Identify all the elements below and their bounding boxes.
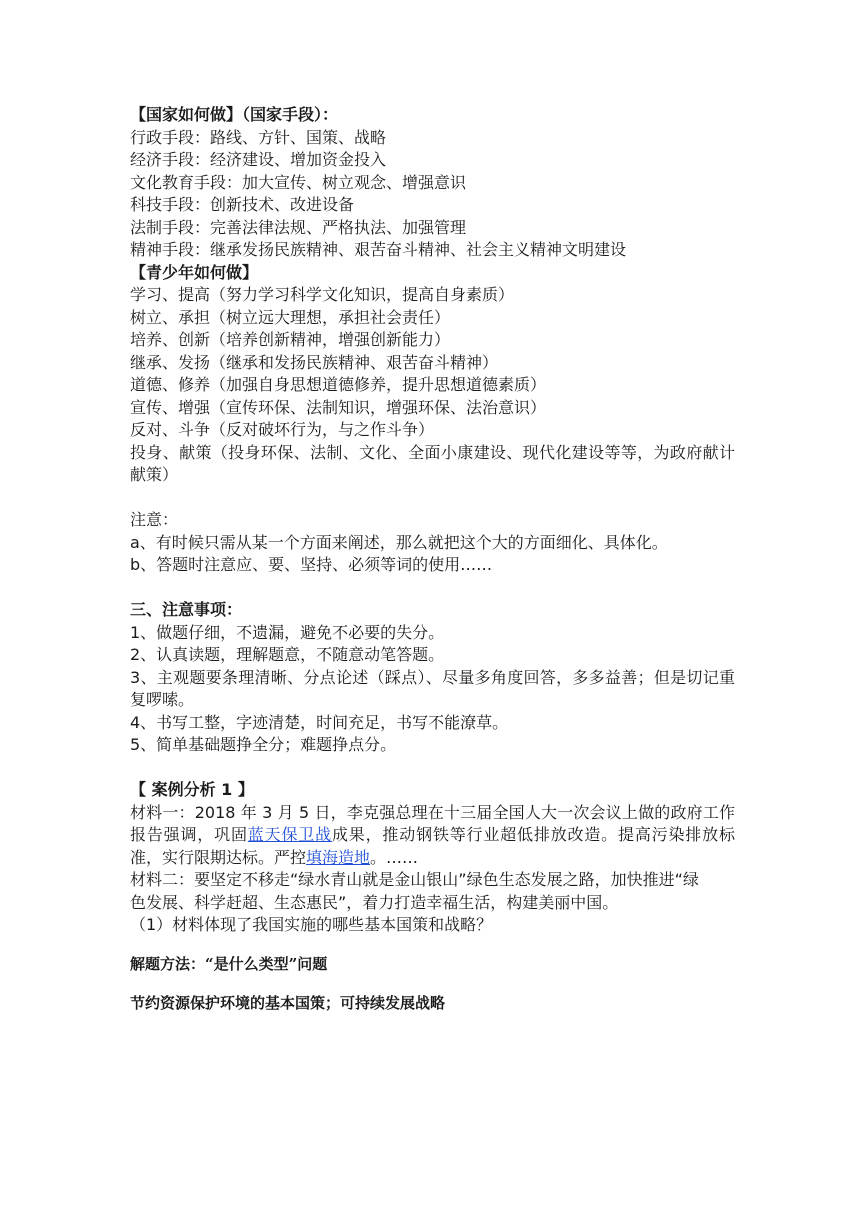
material-one — [130, 802, 735, 870]
attention-item: 5、简单基础题挣全分；难题挣点分。 — [130, 735, 397, 754]
material-one-text: 。…… — [370, 847, 419, 867]
spacer — [130, 487, 735, 510]
country-item: 法制手段：完善法律法规、严格执法、加强管理 — [130, 217, 467, 237]
country-heading — [130, 104, 735, 127]
country-item: 行政手段：路线、方针、国策、战略 — [130, 127, 387, 147]
note-item-a: a、有时候只需从某一个方面来阐述，那么就把这个大的方面细化、具体化。 — [130, 532, 668, 552]
solution-answer: 节约资源保护环境的基本国策；可持续发展战略 — [130, 993, 446, 1012]
youth-item: 树立、承担（树立远大理想，承担社会责任） — [130, 307, 451, 327]
youth-item: 道德、修养（加强自身思想道德修养，提升思想道德素质） — [130, 375, 547, 394]
country-item: 精神手段：继承发扬民族精神、艰苦奋斗精神、社会主义精神文明建设 — [130, 240, 627, 259]
blue-sky-link[interactable]: 蓝天保卫战 — [247, 825, 332, 844]
country-item: 文化教育手段：加大宣传、树立观念、增强意识 — [130, 172, 467, 192]
note-heading: 注意： — [130, 510, 179, 529]
spacer — [130, 757, 735, 780]
country-heading-main: 【国家如何做】 — [130, 105, 243, 124]
attention-item: 4、书写工整，字迹清楚，时间充足，书写不能潦草。 — [130, 712, 509, 732]
youth-item: 投身、献策（投身环保、法制、文化、全面小康建设、现代化建设等等，为政府献计献策） — [130, 442, 735, 484]
youth-heading: 【青少年如何做】 — [130, 262, 259, 282]
youth-item: 学习、提高（努力学习科学文化知识，提高自身素质） — [130, 285, 515, 304]
country-heading-sub: （国家手段）： — [242, 105, 339, 124]
material-one-text: 成果，推动钢铁等行业超低排放改造。提高污染排放标准，实行限期达标。严控 — [130, 825, 735, 867]
attention-item: 3、主观题要条理清晰、分点论述（踩点）、尽量多角度回答，多多益善；但是切记重复啰嗦。 — [130, 667, 735, 709]
youth-item: 培养、创新（培养创新精神，增强创新能力） — [130, 330, 451, 349]
case-heading: 【 案例分析 1 】 — [130, 780, 254, 799]
material-one-text: 材料一：2018 年 3 月 5 日，李克强总理在十三届全国人大一次会议上做的政府工作报告强调，巩固 — [130, 802, 735, 844]
document-page — [130, 104, 735, 1030]
material-two-line: 材料二：要坚定不移走“绿水青山就是金山银山”绿色生态发展之路，加快推进“绿 — [130, 870, 699, 889]
note-item-b: b、答题时注意应、要、坚持、必须等词的使用…… — [130, 555, 493, 574]
country-item: 经济手段：经济建设、增加资金投入 — [130, 150, 387, 169]
youth-item: 继承、发扬（继承和发扬民族精神、艰苦奋斗精神） — [130, 352, 499, 372]
youth-item: 反对、斗争（反对破坏行为，与之作斗争） — [130, 420, 435, 439]
attention-heading: 三、注意事项： — [130, 600, 243, 619]
attention-item: 1、做题仔细，不遗漏，避免不必要的失分。 — [130, 622, 445, 642]
country-item: 科技手段：创新技术、改进设备 — [130, 195, 355, 214]
attention-item: 2、认真读题，理解题意，不随意动笔答题。 — [130, 645, 445, 664]
material-two-line: 色发展、科学赶超、生态惠民”，着力打造幸福生活，构建美丽中国。 — [130, 892, 619, 912]
spacer — [130, 577, 735, 600]
youth-item: 宣传、增强（宣传环保、法制知识，增强环保、法治意识） — [130, 397, 547, 417]
solution-method: 解题方法：“是什么类型”问题 — [130, 954, 328, 973]
case-question: （1）材料体现了我国实施的哪些基本国策和战略？ — [130, 915, 493, 934]
land-reclamation-link[interactable]: 填海造地 — [306, 847, 371, 867]
